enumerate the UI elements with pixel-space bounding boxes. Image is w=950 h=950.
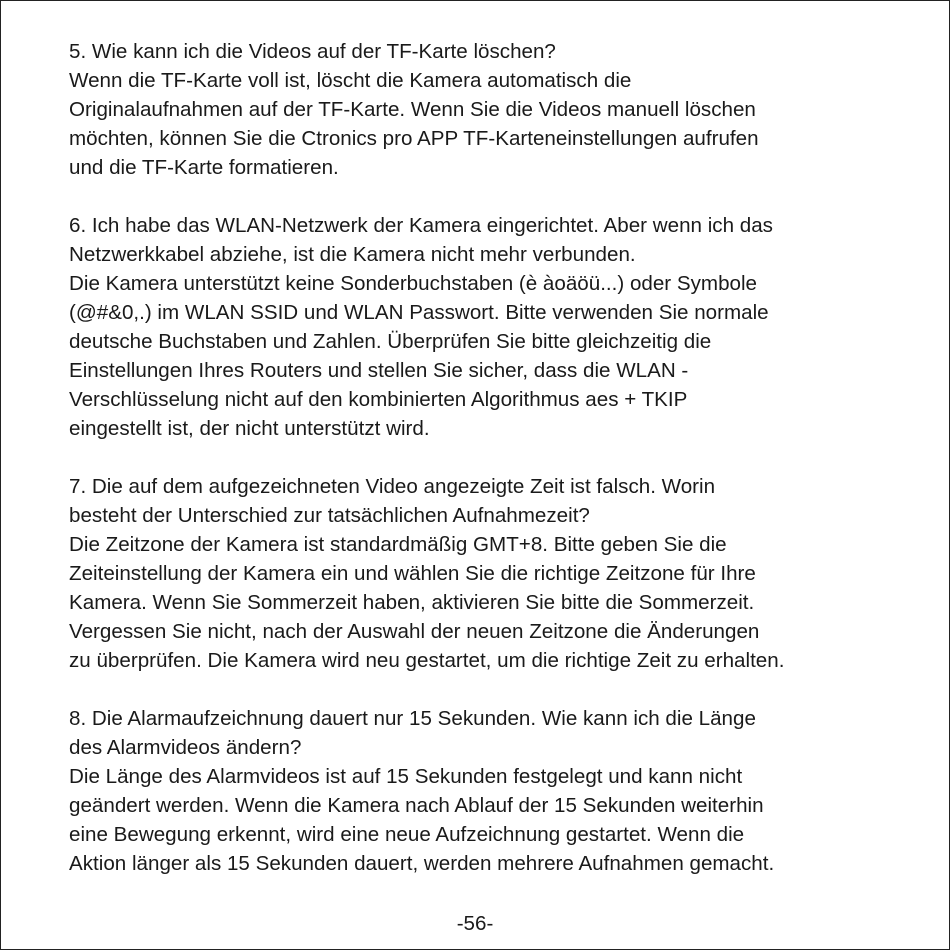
page-number: -56- (456, 912, 494, 935)
faq-item-5 (69, 37, 929, 182)
faq-item-6 (69, 211, 929, 443)
faq-question: 6. Ich habe das WLAN-Netzwerk der Kamera eingerichtet. Aber wenn ich das Netzwerkkabel abziehe, ist die Kamera nicht mehr verbunden. (69, 214, 773, 266)
faq-answer: Die Länge des Alarmvideos ist auf 15 Sekunden festgelegt und kann nicht geändert werden. Wenn die Kamera nach Ablauf der 15 Sekunden weiterhin eine Bewegung erkennt, wird eine neue Aufzeichnung gestartet. Wenn die Aktion länger als 15 Sekunden dauert, werden mehrere Aufnahmen gemacht. (69, 765, 775, 875)
faq-content (69, 37, 929, 907)
faq-answer: Die Zeitzone der Kamera ist standardmäßig GMT+8. Bitte geben Sie die Zeiteinstellung der Kamera ein und wählen Sie die richtige Zeitzone für Ihre Kamera. Wenn Sie Sommerzeit haben, aktivieren Sie bitte die Sommerzeit. Vergessen Sie nicht, nach der Auswahl der neuen Zeitzone die Änderungen zu überprüfen. Die Kamera wird neu gestartet, um die richtige Zeit zu erhalten. (69, 533, 785, 672)
faq-answer: Die Kamera unterstützt keine Sonderbuchstaben (è àoäöü...) oder Symbole (@#&0,.) im WLAN SSID und WLAN Passwort. Bitte verwenden Sie normale deutsche Buchstaben und Zahlen. Überprüfen Sie bitte gleichzeitig die Einstellungen Ihres Routers und stellen Sie sicher, dass die WLAN - Verschlüsselung nicht auf den kombinierten Algorithmus aes + TKIP eingestellt ist, der nicht unterstützt wird. (69, 272, 769, 440)
faq-item-8 (69, 704, 929, 878)
faq-answer: Wenn die TF-Karte voll ist, löscht die Kamera automatisch die Originalaufnahmen auf der TF-Karte. Wenn Sie die Videos manuell löschen möchten, können Sie die Ctronics pro APP TF-Karteneinstellungen aufrufen und die TF-Karte formatieren. (69, 69, 759, 179)
faq-question: 7. Die auf dem aufgezeichneten Video angezeigte Zeit ist falsch. Worin besteht der Unterschied zur tatsächlichen Aufnahmezeit? (69, 475, 716, 527)
faq-question: 5. Wie kann ich die Videos auf der TF-Karte löschen? (69, 40, 556, 63)
faq-item-7 (69, 472, 929, 675)
faq-question: 8. Die Alarmaufzeichnung dauert nur 15 Sekunden. Wie kann ich die Länge des Alarmvideos ändern? (69, 707, 756, 759)
